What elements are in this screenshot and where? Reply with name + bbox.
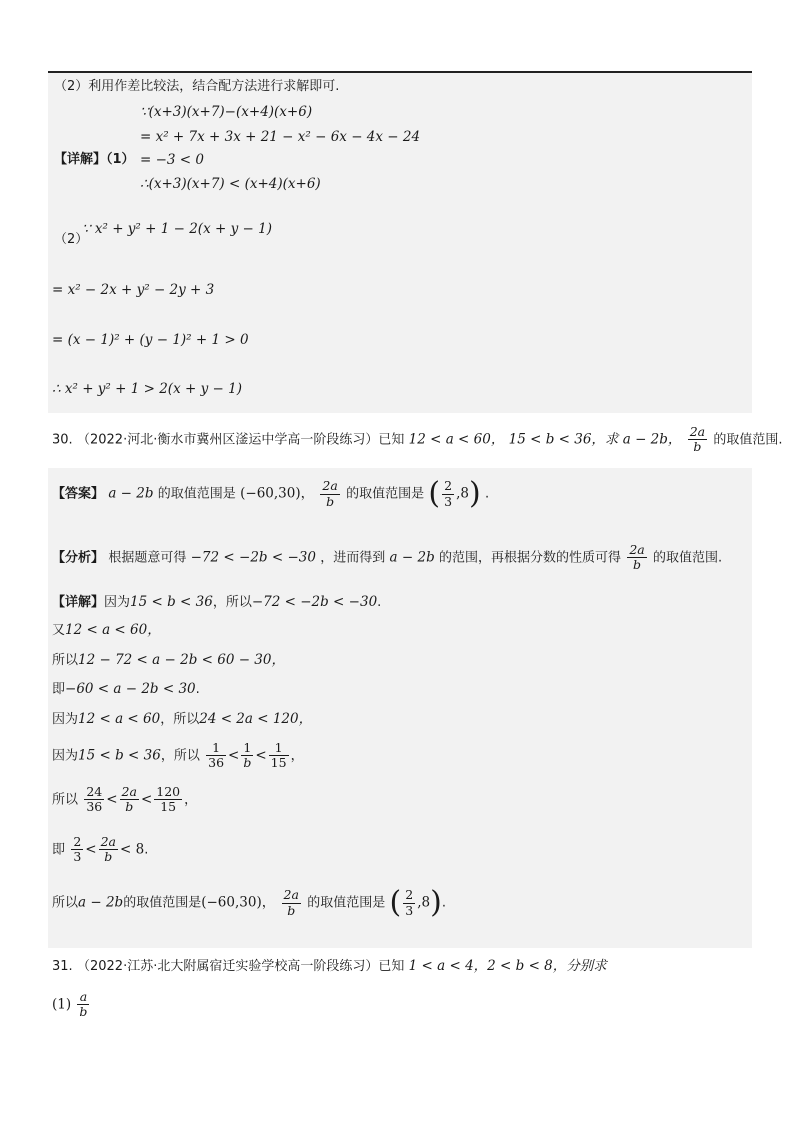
solution-line1: 【详解】因为15 < b < 36，所以−72 < −2b < −30. <box>52 594 382 610</box>
detail2-line2: = x² − 2x + y² − 2y + 3 <box>52 282 215 298</box>
detail2-line3: = (x − 1)² + (y − 1)² + 1 > 0 <box>52 332 249 348</box>
solution-line6: 因为15 < b < 36，所以 $\frac{1}{36}$ < $\frac{1}{b}$ < $\frac{1}{15}$ ， <box>52 740 304 771</box>
detail2-label: （2） <box>54 232 89 247</box>
solution-line3: 所以12 − 72 < a − 2b < 60 − 30， <box>52 652 285 668</box>
detail1-line4: ∴(x+3)(x+7) < (x+4)(x+6) <box>140 176 321 192</box>
method-line: （2）利用作差比较法，结合配方法进行求解即可. <box>54 79 340 94</box>
solution-line8: 即 $\frac{2}{3}$ < $\frac{2a}{b}$ < 8. <box>52 834 149 865</box>
solution-box-29 <box>48 73 752 413</box>
detail2-line4: ∴ x² + y² + 1 > 2(x + y − 1) <box>52 381 242 397</box>
question-31-part1: (1) $\frac{a}{b}$ <box>52 989 88 1020</box>
answer-line: 【答案】 a − 2b 的取值范围是 (−60,30)， $\frac{2a}{b}$ 的取值范围是 ( $\frac{2}{3}$ ,8) . <box>52 476 490 511</box>
fraction-2a-over-b: $\frac{2a}{b}$ <box>689 424 706 455</box>
detail2-line1: ∵ x² + y² + 1 − 2(x + y − 1) <box>82 221 272 237</box>
analysis-line: 【分析】 根据题意可得 −72 < −2b < −30 ，进而得到 a − 2b 的范围，再根据分数的性质可得 $\frac{2a}{b}$ 的取值范围. <box>52 542 723 573</box>
detail1-line2: = x² + 7x + 3x + 21 − x² − 6x − 4x − 24 <box>140 129 421 145</box>
solution-line7: 所以 $\frac{24}{36}$ < $\frac{2a}{b}$ < $\frac{120}{15}$ ， <box>52 784 198 815</box>
solution-line4: 即−60 < a − 2b < 30. <box>52 681 200 697</box>
solution-box-30 <box>48 468 752 948</box>
solution-line2: 又12 < a < 60， <box>52 622 161 638</box>
detail1-line3: = −3 < 0 <box>140 152 204 168</box>
question-31: 31. （2022·江苏·北大附属宿迁实验学校高一阶段练习）已知 1 < a < 4，2 < b < 8，分别求 <box>52 958 607 974</box>
question-30: 30. （2022·河北·衡水市冀州区滏运中学高一阶段练习）已知 12 < a < 60， 15 < b < 36，求 a − 2b， $\frac{2a}{b}$ 的取值范围. <box>52 424 783 455</box>
detail-label: 【详解】（1） <box>54 152 135 167</box>
solution-line5: 因为12 < a < 60，所以24 < 2a < 120， <box>52 711 313 727</box>
solution-line9: 所以a − 2b的取值范围是(−60,30)， $\frac{2a}{b}$ 的取值范围是 ( $\frac{2}{3}$ ,8). <box>52 885 446 920</box>
detail1-line1: ∵(x+3)(x+7)−(x+4)(x+6) <box>140 104 313 120</box>
